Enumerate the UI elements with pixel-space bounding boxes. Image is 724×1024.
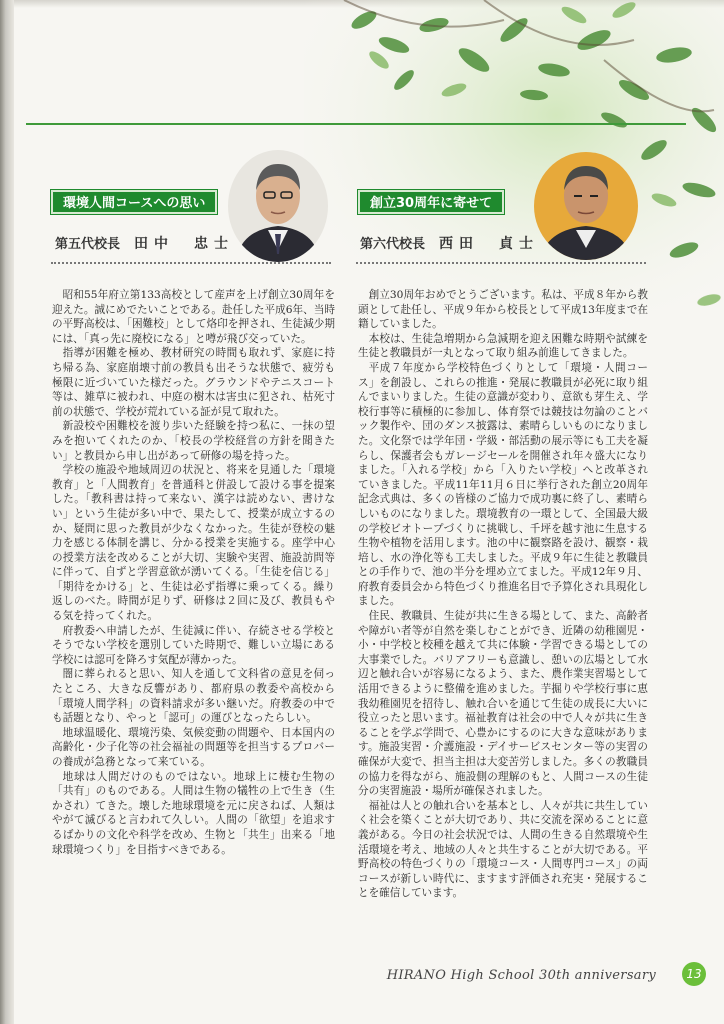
- left-section-heading: 環境人間コースへの思い: [51, 190, 217, 214]
- foliage-photo: [304, 0, 724, 330]
- paragraph: 府教委へ申請したが、生徒減に伴い、存続させる学校とそうでない学校を選別していた時期で、難しい立場にある学校には認可を降ろす気配が薄かった。: [52, 624, 335, 666]
- right-section-heading: 創立30周年に寄せて: [358, 190, 504, 214]
- page-number-badge: 13: [682, 962, 706, 986]
- paragraph: 住民、教職員、生徒が共に生きる場として、また、高齢者や障がい者等が自然を楽しむことができ、近隣の幼稚園児・小・中学校と校種を越えて共に体験・学習できる場としての大事業でした。バリアフリーも意識し、憩いの広場として水辺と触れ合いが容易になるよう、また、農作業実習場として活用できるように整備を進めました。芋掘りや学校行事に恵我幼稚園児を招待し、触れ合いを通じて生徒の成長に大いに役立ったと思います。福祉教育は社会の中で人々が共に生きることを学ぶ学問で、心豊かにするのに大きな意味があります。施設実習・介護施設・デイサービスセンター等の実習の確保が大変で、担当主担は大変苦労しました。多くの教職員の協力を得ながら、施設側の理解のもと、人間コースの生徒分の実習施設・場所が確保されました。: [358, 610, 648, 798]
- left-dotted-divider: [51, 262, 331, 264]
- green-rule: [26, 123, 686, 125]
- right-author: [360, 232, 539, 256]
- left-author-portrait: [228, 150, 328, 262]
- right-article-body: [358, 288, 648, 901]
- paragraph: 本校は、生徒急増期から急減期を迎え困難な時期や試練を生徒と教職員が一丸となって取り組み前進してきました。: [358, 332, 648, 360]
- right-author-name: 西田 貞士: [439, 236, 540, 252]
- paragraph: 創立30周年おめでとうございます。私は、平成８年から教頭として赴任し、平成９年から校長として平成13年度まで在籍していました。: [358, 289, 648, 331]
- left-author: [55, 232, 234, 256]
- paragraph: 新設校や困難校を渡り歩いた経験を持つ私に、一抹の望みを抱いてくれたのか、「校長の学校経営の方針を聞きたい」と教員から申し出があって研修の場を持った。: [52, 420, 335, 462]
- right-author-portrait: [534, 152, 638, 260]
- book-spine-shadow: [0, 0, 14, 1024]
- paragraph: 平成７年度から学校特色づくりとして「環境・人間コース」を創設し、これらの推進・発展に教職員が必死に取り組んでまいりました。生徒の意識が変わり、意欲も芽生え、学校行事等に積極的に参加し、体育祭では競技は勿論のことバック製作や、団のダンス披露は、素晴らしいものになりました。文化祭では学年団・学級・部活動の展示等にも工夫を凝らし、保護者会もガレージセールを開催され年々盛大になりました。「入れる学校」から「入りたい学校」へと改革されていきました。平成11年11月６日に挙行された創立20周年記念式典は、多くの皆様のご協力で成功裏に終了し、素晴らしいものになりました。環境教育の一環として、全国最大級の学校ビオトープづくりに挑戦し、千坪を越す池に生息する生物や植物を活用します。池の中に観察路を設け、観察・栽培し、水の浄化等も工夫しました。平成９年に生徒と教職員との手作りで、池の半分を埋め立てました。平成12年９月、府教育委員会から特色づくり推進名目で予算化され具現化しました。: [358, 361, 648, 608]
- left-author-role: 第五代校長: [55, 237, 121, 252]
- paragraph: 昭和55年府立第133高校として産声を上げ創立30周年を迎えた。誠にめでたいことである。赴任した平成6年、当時の平野高校は、「困難校」として烙印を押され、生徒減少期には、「真っ先に廃校になる」と噂が飛び交っていた。: [52, 289, 335, 345]
- paragraph: 闇に葬られると思い、知人を通して文科省の意見を伺ったところ、大きな反響があり、都府県の教委や高校から「環境人間学科」の資料請求が多い継いだ。府教委の中でも話題となり、やっと「認可」の運びとなったらしい。: [52, 668, 335, 725]
- paragraph: 指導が困難を極め、教材研究の時間も取れず、家庭に持ち帰る為、家庭崩壊寸前の教員も出そうな状態で、疲労も極限に近づいていた様だった。グラウンドやテニスコート等は、雑草に被われ、中庭の樹木は害虫に犯され、枯死寸前の状態で、学校が荒れている証が見て取れた。: [52, 347, 335, 418]
- left-article-body: [52, 288, 335, 857]
- paragraph: 学校の施設や地域周辺の状況と、将来を見通した「環境教育」と「人間教育」を普通科と併設して設ける事を提案した。「教科書は持って来ない、漢字は読めない、書けない」という生徒が多い中で、果たして、授業が成立するのか、疑問に思った教員が少なくなかった。生徒が登校の魅力を感じる体制を講じ、分かる授業を実施する。座学中心の授業方法を改めることが大切、実験や実習、施設訪問等に伴って、自ずと学習意欲が湧いてくる。「生徒を信じる」「期待をかける」と、生徒は必ず指導に乗ってくる。繰り返しのべた。時間が足りず、研修は２回に及び、教員もやる気を持ってくれた。: [52, 464, 335, 623]
- paragraph: 地球温暖化、環境汚染、気候変動の問題や、日本国内の高齢化・少子化等の社会福祉の問題等を担当するプロバーの養成が急務となって来ている。: [52, 726, 335, 768]
- left-author-name: 田中 忠士: [134, 236, 235, 252]
- footer-anniversary-text: HIRANO High School 30th anniversary: [386, 968, 656, 983]
- paragraph: 福祉は人との触れ合いを基本とし、人々が共に共生していく社会を築くことが大切であり、共に交流を深めることに意義がある。今日の社会状況では、人間の生きる自然環境や生活環境を考え、地域の人々と共生することが大切である。平野高校の特色づくりの「環境コース・人間専門コース」の両コースが新しい時代に、ますます評価され充実・発展することを確信しています。: [358, 799, 648, 900]
- paragraph: 地球は人間だけのものではない。地球上に棲む生物の「共有」のものである。人間は生物の犠牲の上で生き（生かされ）てきた。壊した地球環境を元に戻さねば、人類はやがて滅びると言われて久しい。人間の「欲望」を追求するばかりの文化や科学を改め、生物と「共生」出来る「地球環境つくり」を目指すべきである。: [52, 770, 335, 856]
- right-dotted-divider: [356, 262, 646, 264]
- right-author-role: 第六代校長: [360, 237, 426, 252]
